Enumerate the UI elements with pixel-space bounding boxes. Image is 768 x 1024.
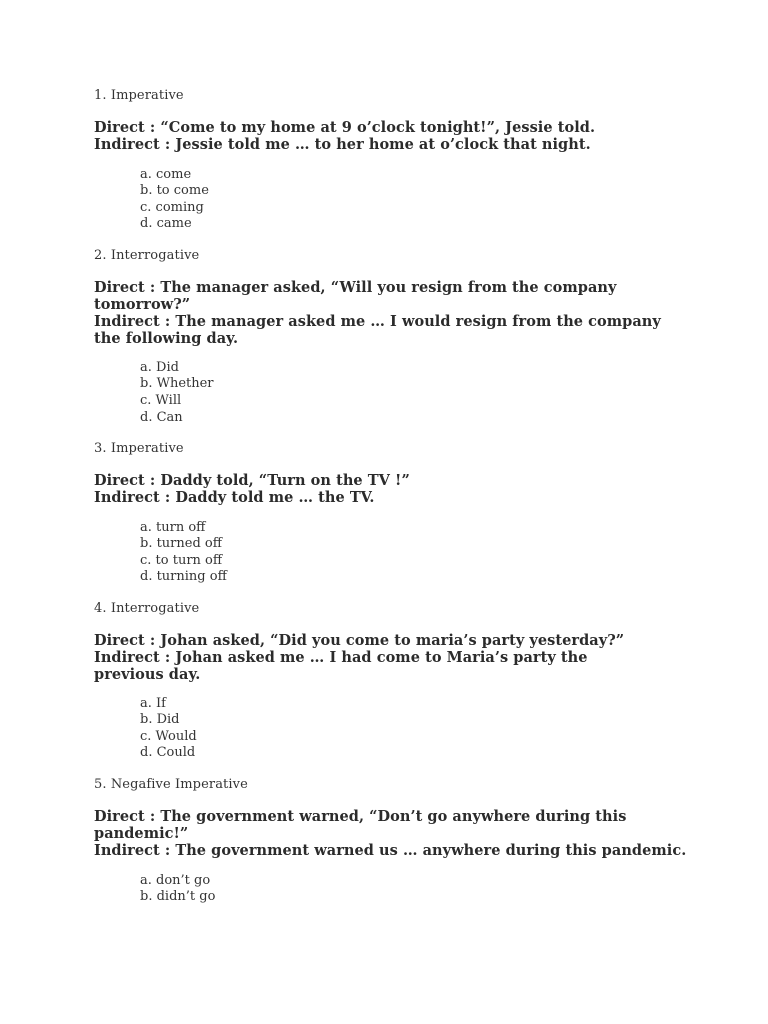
- question-2-option-a: a. Did: [140, 360, 179, 375]
- question-1-direct: Direct : “Come to my home at 9 o’clock tonight!”, Jessie told.: [94, 119, 596, 136]
- question-1-heading: 1. Imperative: [94, 88, 184, 103]
- question-5-heading: 5. Negafive Imperative: [94, 777, 248, 792]
- question-4-heading: 4. Interrogative: [94, 601, 200, 616]
- question-3-option-a: a. turn off: [140, 520, 206, 535]
- question-3-direct: Direct : Daddy told, “Turn on the TV !”: [94, 472, 410, 489]
- question-1-indirect: Indirect : Jessie told me … to her home at o’clock that night.: [94, 136, 591, 153]
- question-1-option-d: d. came: [140, 216, 192, 231]
- question-5-indirect: Indirect : The government warned us … anywhere during this pandemic.: [94, 842, 687, 859]
- question-3-option-b: b. turned off: [140, 536, 222, 551]
- question-1-option-a: a. come: [140, 167, 192, 182]
- question-2-option-d: d. Can: [140, 410, 183, 425]
- question-5-option-b: b. didn’t go: [140, 889, 216, 904]
- question-5-option-a: a. don’t go: [140, 873, 211, 888]
- question-3-heading: 3. Imperative: [94, 441, 184, 456]
- question-3-option-c: c. to turn off: [140, 553, 223, 568]
- question-2-indirect: Indirect : The manager asked me … I would resign from the company the following day.: [94, 313, 661, 347]
- question-5-direct: Direct : The government warned, “Don’t go anywhere during this pandemic!”: [94, 808, 627, 842]
- question-3-option-d: d. turning off: [140, 569, 227, 584]
- question-1-option-c: c. coming: [140, 200, 204, 215]
- question-3-indirect: Indirect : Daddy told me … the TV.: [94, 489, 375, 506]
- question-4-indirect: Indirect : Johan asked me … I had come to Maria’s party the previous day.: [94, 649, 588, 683]
- question-4-option-a: a. If: [140, 696, 166, 711]
- question-4-option-c: c. Would: [140, 729, 197, 744]
- question-2-direct: Direct : The manager asked, “Will you resign from the company tomorrow?”: [94, 279, 617, 313]
- question-4-option-b: b. Did: [140, 712, 180, 727]
- question-1-option-b: b. to come: [140, 183, 209, 198]
- question-2-option-c: c. Will: [140, 393, 182, 408]
- question-2-heading: 2. Interrogative: [94, 248, 200, 263]
- question-2-option-b: b. Whether: [140, 376, 214, 391]
- question-4-direct: Direct : Johan asked, “Did you come to maria’s party yesterday?”: [94, 632, 625, 649]
- question-4-option-d: d. Could: [140, 745, 196, 760]
